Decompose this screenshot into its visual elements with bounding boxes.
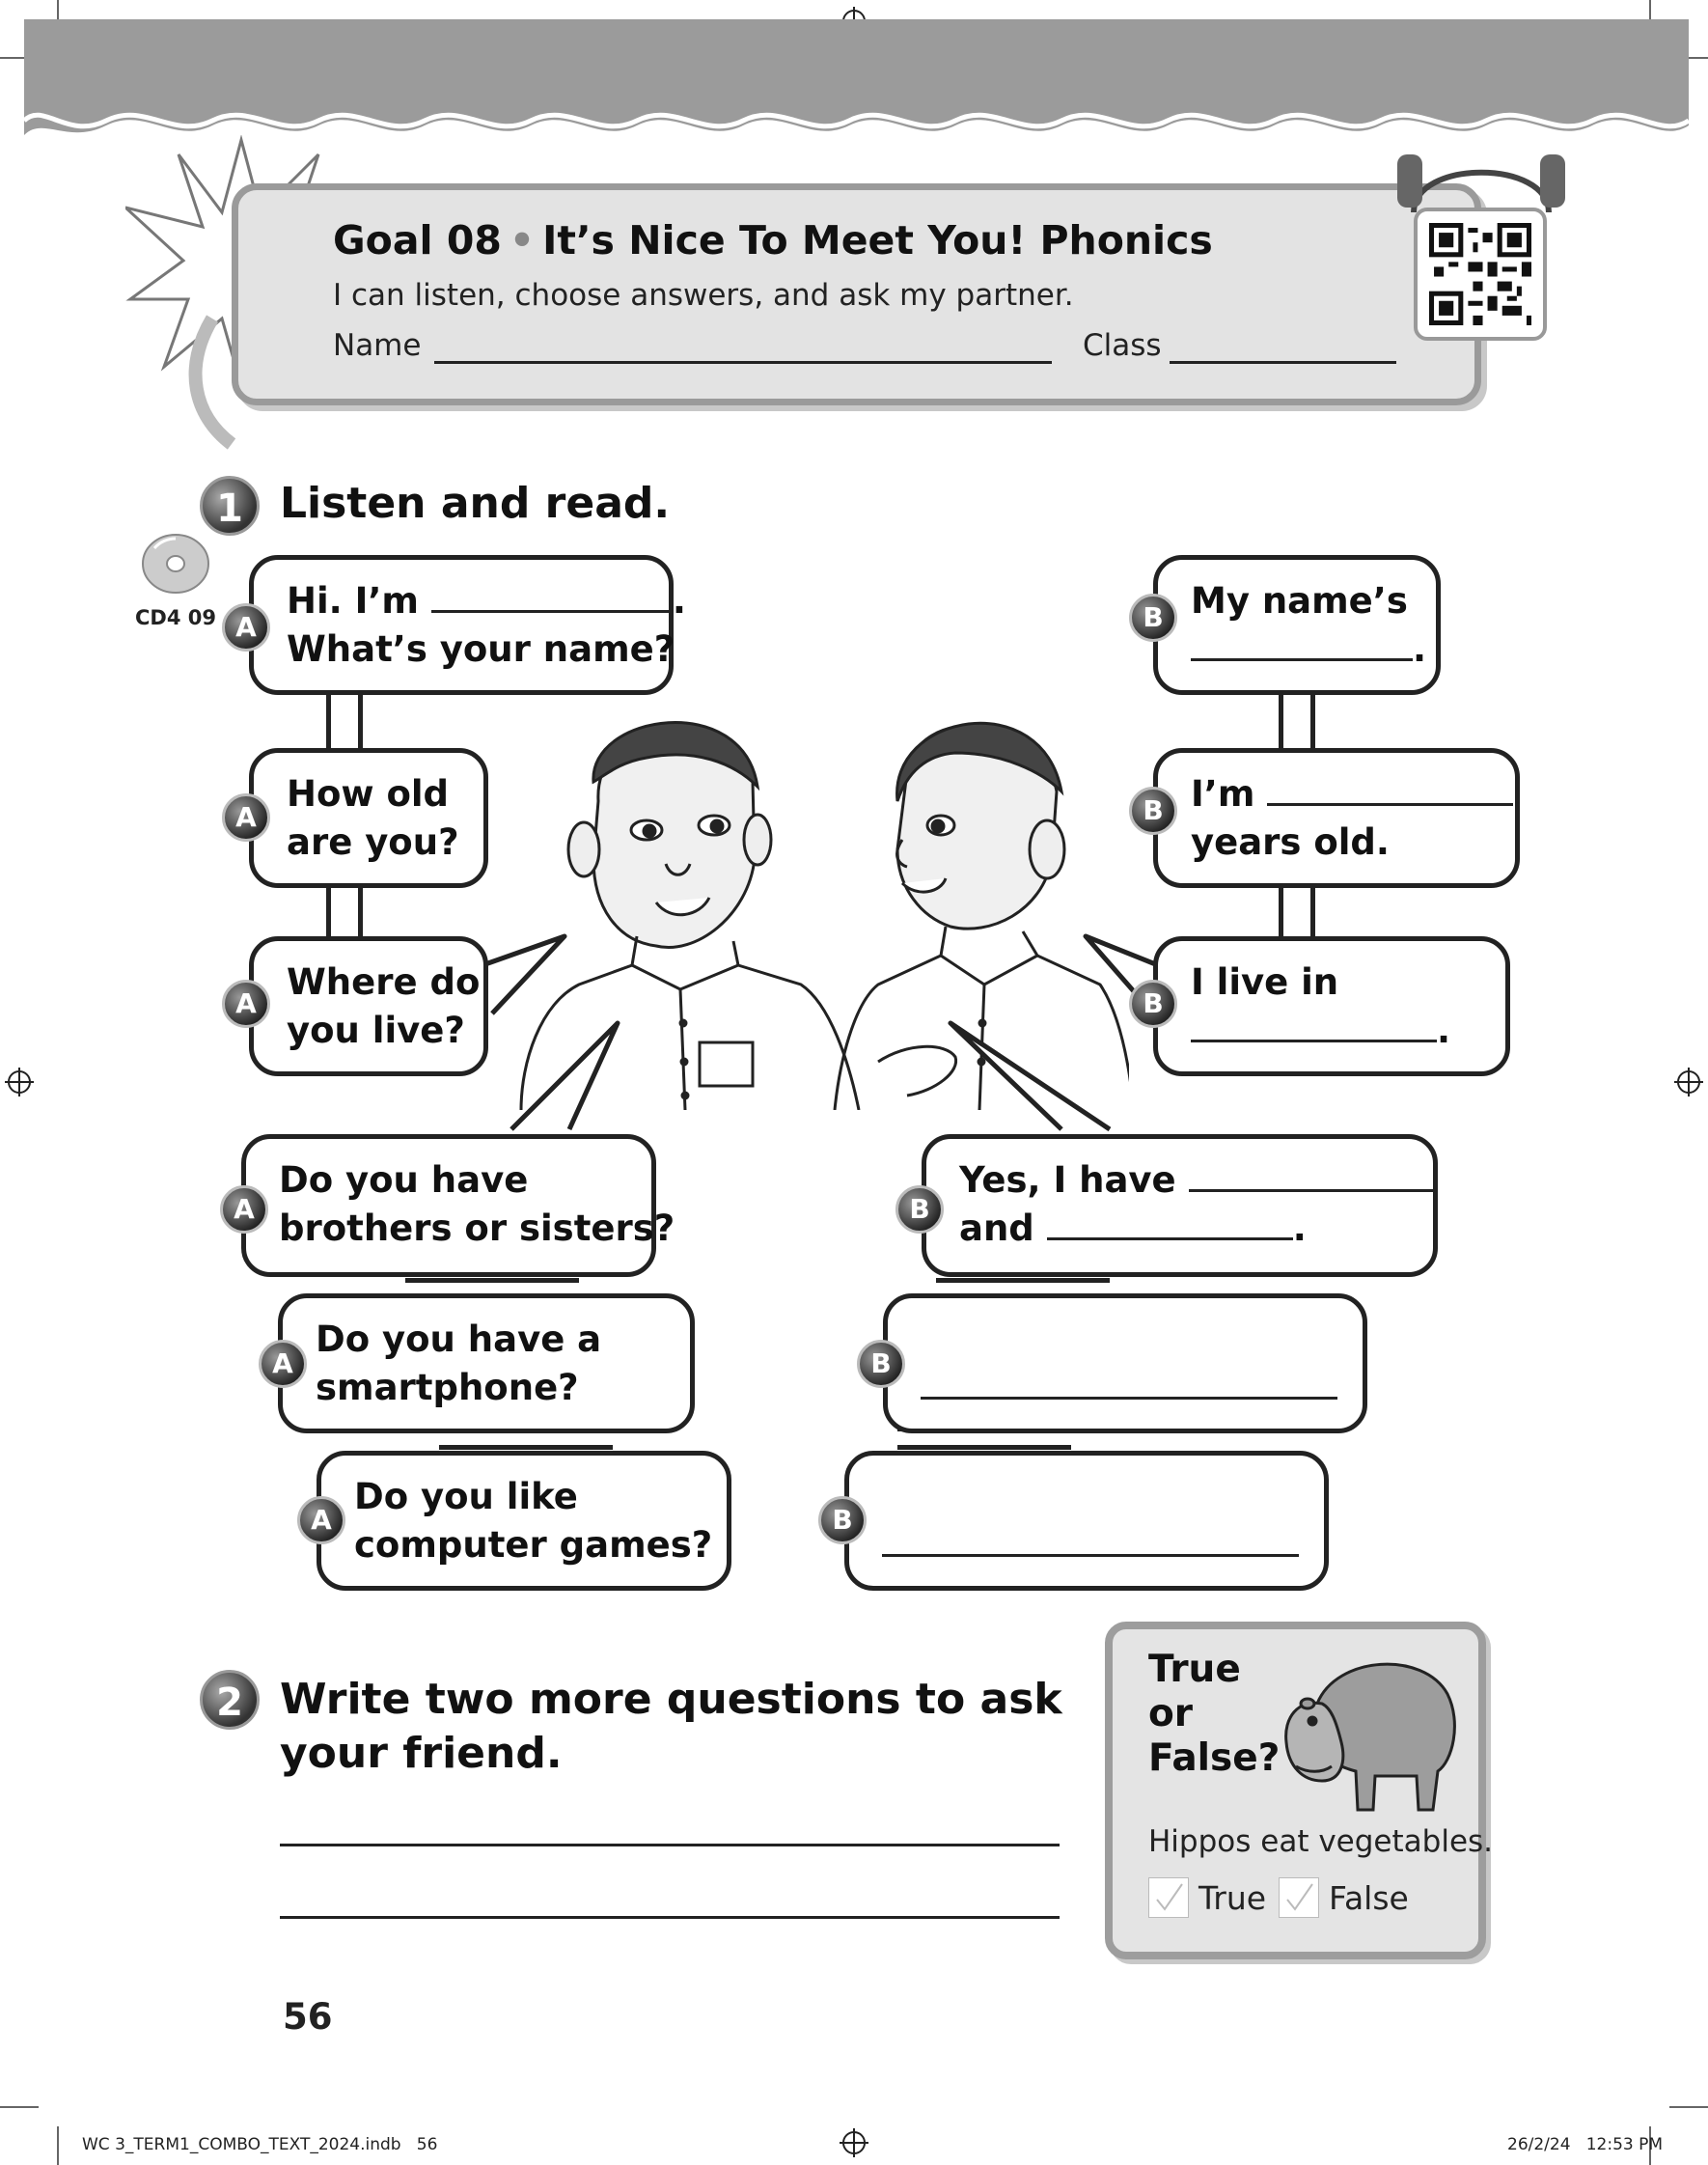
blank-place[interactable] [1191, 1007, 1437, 1042]
connector [1279, 690, 1315, 748]
bubble-b-4: Yes, I have and . [922, 1134, 1438, 1277]
bubble-b-1: My name’s . [1153, 555, 1441, 695]
section-1-title: Listen and read. [280, 479, 671, 528]
bubble-a-5: Do you have a smartphone? [278, 1293, 695, 1433]
badge-b: B [818, 1496, 867, 1544]
option-true[interactable] [1148, 1877, 1266, 1918]
bubble-a-6: Do you like computer games? [317, 1451, 731, 1591]
name-field[interactable] [434, 361, 1052, 364]
qr-code[interactable] [1414, 208, 1547, 341]
true-false-statement: Hippos eat vegetables. [1148, 1824, 1494, 1859]
bubble-b-5 [883, 1293, 1367, 1433]
hippo-illustration [1279, 1646, 1462, 1819]
footer-file: WC 3_TERM1_COMBO_TEXT_2024.indb 56 [82, 2135, 438, 2154]
cd-track-label: CD4 09 [135, 606, 216, 629]
blank-games-answer[interactable] [882, 1521, 1299, 1557]
option-true-label: True [1198, 1878, 1267, 1917]
badge-b: B [1129, 980, 1177, 1028]
speech-tail-left [463, 927, 656, 1139]
qr-code-icon [1429, 223, 1531, 325]
cd-icon [135, 531, 212, 600]
badge-b: B [1129, 787, 1177, 835]
option-false[interactable] [1279, 1877, 1409, 1918]
class-label: Class [1083, 328, 1162, 363]
badge-a: A [220, 1185, 268, 1234]
blank-siblings-2[interactable] [1047, 1205, 1293, 1240]
bubble-b-2: I’m years old. [1153, 748, 1520, 888]
badge-a: A [259, 1340, 307, 1388]
blank-name-answer[interactable] [1191, 625, 1413, 661]
badge-b: B [1129, 594, 1177, 642]
section-2-number: 2 [200, 1670, 260, 1730]
blank-age[interactable] [1267, 770, 1513, 806]
option-false-label: False [1329, 1878, 1409, 1917]
goal-title: It’s Nice To Meet You! Phonics [542, 217, 1213, 264]
connector [326, 883, 363, 941]
checkbox-false[interactable] [1279, 1877, 1319, 1918]
badge-a: A [222, 980, 270, 1028]
blank-name[interactable] [431, 577, 673, 613]
goal-heading: Goal 08 • It’s Nice To Meet You! Phonics [333, 217, 1213, 264]
blank-smartphone-answer[interactable] [921, 1364, 1337, 1400]
bubble-a-4: Do you have brothers or sisters? [241, 1134, 656, 1277]
section-1-number: 1 [200, 476, 260, 536]
badge-b: B [895, 1185, 944, 1234]
section-2-title: Write two more questions to ask your friend. [280, 1675, 1062, 1778]
goal-code: Goal 08 [333, 217, 502, 264]
speech-tail-right [946, 927, 1177, 1139]
connector [326, 690, 363, 748]
footer-date: 26/2/24 12:53 PM [1507, 2135, 1664, 2154]
true-false-title: True or False? [1148, 1648, 1281, 1780]
bubble-a-1: Hi. I’m . What’s your name? [249, 555, 674, 695]
bubble-b-3: I live in . [1153, 936, 1510, 1076]
class-field[interactable] [1170, 361, 1396, 364]
badge-a: A [222, 793, 270, 842]
badge-a: A [297, 1496, 345, 1544]
blank-siblings-1[interactable] [1189, 1156, 1435, 1192]
page-number: 56 [283, 1996, 333, 2038]
answer-line[interactable] [280, 1844, 1060, 1846]
goal-objective: I can listen, choose answers, and ask my partner. [333, 278, 1074, 313]
badge-b: B [857, 1340, 905, 1388]
connector [1279, 883, 1315, 941]
name-label: Name [333, 328, 422, 363]
badge-a: A [222, 603, 270, 652]
checkbox-true[interactable] [1148, 1877, 1189, 1918]
answer-line[interactable] [280, 1916, 1060, 1919]
bubble-b-6 [844, 1451, 1329, 1591]
bubble-a-2: How old are you? [249, 748, 488, 888]
bubble-a-3: Where do you live? [249, 936, 488, 1076]
